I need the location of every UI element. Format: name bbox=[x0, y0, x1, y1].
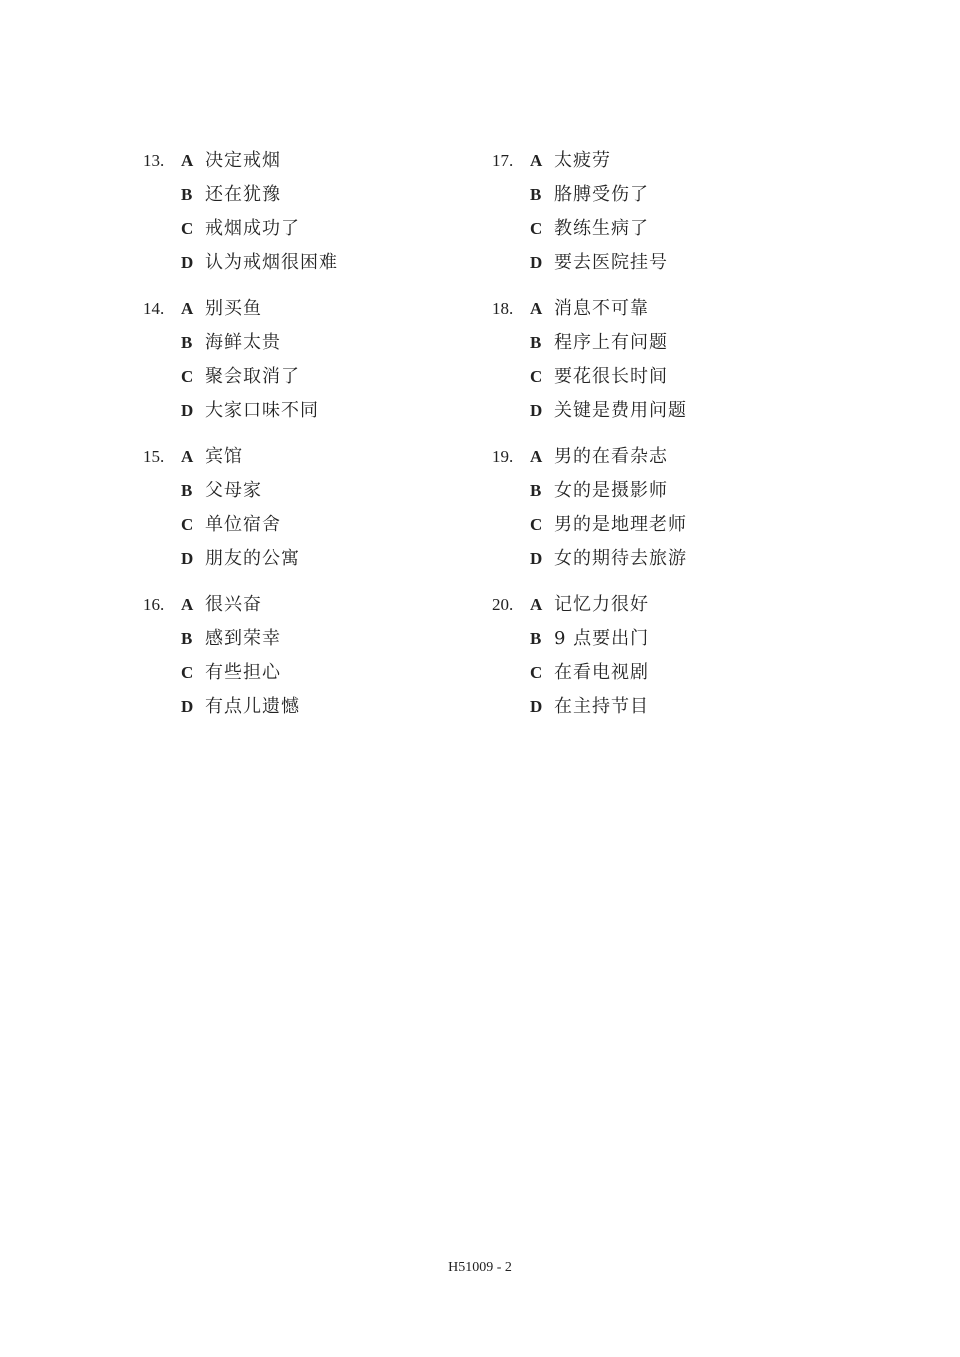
answer-option bbox=[181, 663, 281, 683]
option-text: 男的在看杂志 bbox=[554, 446, 668, 467]
option-text: 父母家 bbox=[205, 480, 262, 501]
question-number: 19. bbox=[492, 447, 514, 466]
question-number: 16. bbox=[143, 595, 165, 614]
option-text: 程序上有问题 bbox=[554, 332, 668, 353]
answer-option bbox=[181, 629, 281, 649]
option-letter: D bbox=[181, 253, 194, 272]
option-letter: B bbox=[181, 185, 193, 204]
option-text: 还在犹豫 bbox=[205, 184, 281, 205]
option-letter: B bbox=[530, 629, 542, 648]
option-letter: B bbox=[530, 333, 542, 352]
answer-option bbox=[530, 253, 668, 273]
question-block bbox=[143, 595, 503, 735]
option-letter: A bbox=[530, 151, 543, 170]
option-letter: B bbox=[181, 629, 193, 648]
answer-option bbox=[181, 219, 300, 239]
option-text: 戒烟成功了 bbox=[205, 218, 300, 239]
option-text: 海鲜太贵 bbox=[205, 332, 281, 353]
option-letter: B bbox=[530, 185, 542, 204]
option-letter: C bbox=[181, 219, 194, 238]
option-text: 宾馆 bbox=[205, 446, 243, 467]
answer-option bbox=[181, 481, 262, 501]
option-text: 太疲劳 bbox=[554, 150, 611, 171]
option-text: 很兴奋 bbox=[205, 594, 262, 615]
option-text: 女的期待去旅游 bbox=[554, 548, 687, 569]
answer-option bbox=[181, 299, 262, 319]
option-letter: D bbox=[530, 697, 543, 716]
option-text: 胳膊受伤了 bbox=[554, 184, 649, 205]
option-letter: D bbox=[530, 401, 543, 420]
option-text: 要去医院挂号 bbox=[554, 252, 668, 273]
answer-option bbox=[530, 299, 649, 319]
answer-option bbox=[181, 595, 262, 615]
answer-option bbox=[181, 333, 281, 353]
answer-option bbox=[181, 185, 281, 205]
option-text: 别买鱼 bbox=[205, 298, 262, 319]
option-text: 感到荣幸 bbox=[205, 628, 281, 649]
option-letter: A bbox=[181, 151, 194, 170]
option-text: 决定戒烟 bbox=[205, 150, 281, 171]
option-letter: A bbox=[181, 447, 194, 466]
answer-option bbox=[181, 253, 338, 273]
option-text: 关键是费用问题 bbox=[554, 400, 687, 421]
option-text: 认为戒烟很困难 bbox=[205, 252, 338, 273]
option-letter: A bbox=[181, 299, 194, 318]
option-text: 有点儿遗憾 bbox=[205, 696, 300, 717]
option-text: 要花很长时间 bbox=[554, 366, 668, 387]
option-letter: C bbox=[181, 663, 194, 682]
option-letter: D bbox=[181, 549, 194, 568]
answer-option bbox=[530, 219, 649, 239]
option-letter: D bbox=[530, 253, 543, 272]
option-text: 女的是摄影师 bbox=[554, 480, 668, 501]
question-block bbox=[492, 299, 852, 439]
option-text: 在看电视剧 bbox=[554, 662, 649, 683]
option-letter: C bbox=[530, 367, 543, 386]
option-text: 9 点要出门 bbox=[554, 628, 650, 649]
option-letter: D bbox=[181, 401, 194, 420]
question-number: 15. bbox=[143, 447, 165, 466]
question-block bbox=[143, 151, 503, 291]
option-text: 在主持节目 bbox=[554, 696, 649, 717]
option-letter: A bbox=[181, 595, 194, 614]
option-letter: C bbox=[530, 219, 543, 238]
question-number: 17. bbox=[492, 151, 514, 170]
question-number: 20. bbox=[492, 595, 514, 614]
question-block bbox=[143, 299, 503, 439]
option-letter: B bbox=[181, 333, 193, 352]
option-letter: C bbox=[181, 515, 194, 534]
option-text: 单位宿舍 bbox=[205, 514, 281, 535]
option-text: 记忆力很好 bbox=[554, 594, 649, 615]
option-text: 聚会取消了 bbox=[205, 366, 300, 387]
question-number: 14. bbox=[143, 299, 165, 318]
option-text: 消息不可靠 bbox=[554, 298, 649, 319]
answer-option bbox=[530, 481, 668, 501]
answer-option bbox=[181, 447, 243, 467]
option-letter: B bbox=[530, 481, 542, 500]
answer-option bbox=[530, 401, 687, 421]
option-letter: C bbox=[530, 515, 543, 534]
answer-option bbox=[530, 595, 649, 615]
question-block bbox=[492, 151, 852, 291]
question-block bbox=[143, 447, 503, 587]
option-letter: D bbox=[530, 549, 543, 568]
answer-option bbox=[181, 367, 300, 387]
answer-option bbox=[181, 549, 300, 569]
answer-option bbox=[530, 333, 668, 353]
question-number: 18. bbox=[492, 299, 514, 318]
answer-option bbox=[530, 697, 649, 717]
option-text: 朋友的公寓 bbox=[205, 548, 300, 569]
answer-option bbox=[530, 447, 668, 467]
option-text: 教练生病了 bbox=[554, 218, 649, 239]
option-letter: D bbox=[181, 697, 194, 716]
option-text: 大家口味不同 bbox=[205, 400, 319, 421]
option-letter: C bbox=[181, 367, 194, 386]
answer-option bbox=[530, 185, 649, 205]
answer-option bbox=[181, 697, 300, 717]
answer-option bbox=[530, 629, 649, 649]
answer-option bbox=[530, 549, 687, 569]
page-footer: H51009 - 2 bbox=[448, 1260, 512, 1275]
question-number: 13. bbox=[143, 151, 165, 170]
option-letter: A bbox=[530, 299, 543, 318]
answer-option bbox=[530, 367, 668, 387]
answer-option bbox=[181, 515, 281, 535]
option-text: 有些担心 bbox=[205, 662, 281, 683]
option-text: 男的是地理老师 bbox=[554, 514, 687, 535]
answer-option bbox=[530, 515, 687, 535]
question-block bbox=[492, 595, 852, 735]
answer-option bbox=[530, 151, 611, 171]
option-letter: A bbox=[530, 447, 543, 466]
option-letter: C bbox=[530, 663, 543, 682]
option-letter: A bbox=[530, 595, 543, 614]
option-letter: B bbox=[181, 481, 193, 500]
question-block bbox=[492, 447, 852, 587]
answer-option bbox=[181, 151, 281, 171]
answer-option bbox=[530, 663, 649, 683]
answer-option bbox=[181, 401, 319, 421]
